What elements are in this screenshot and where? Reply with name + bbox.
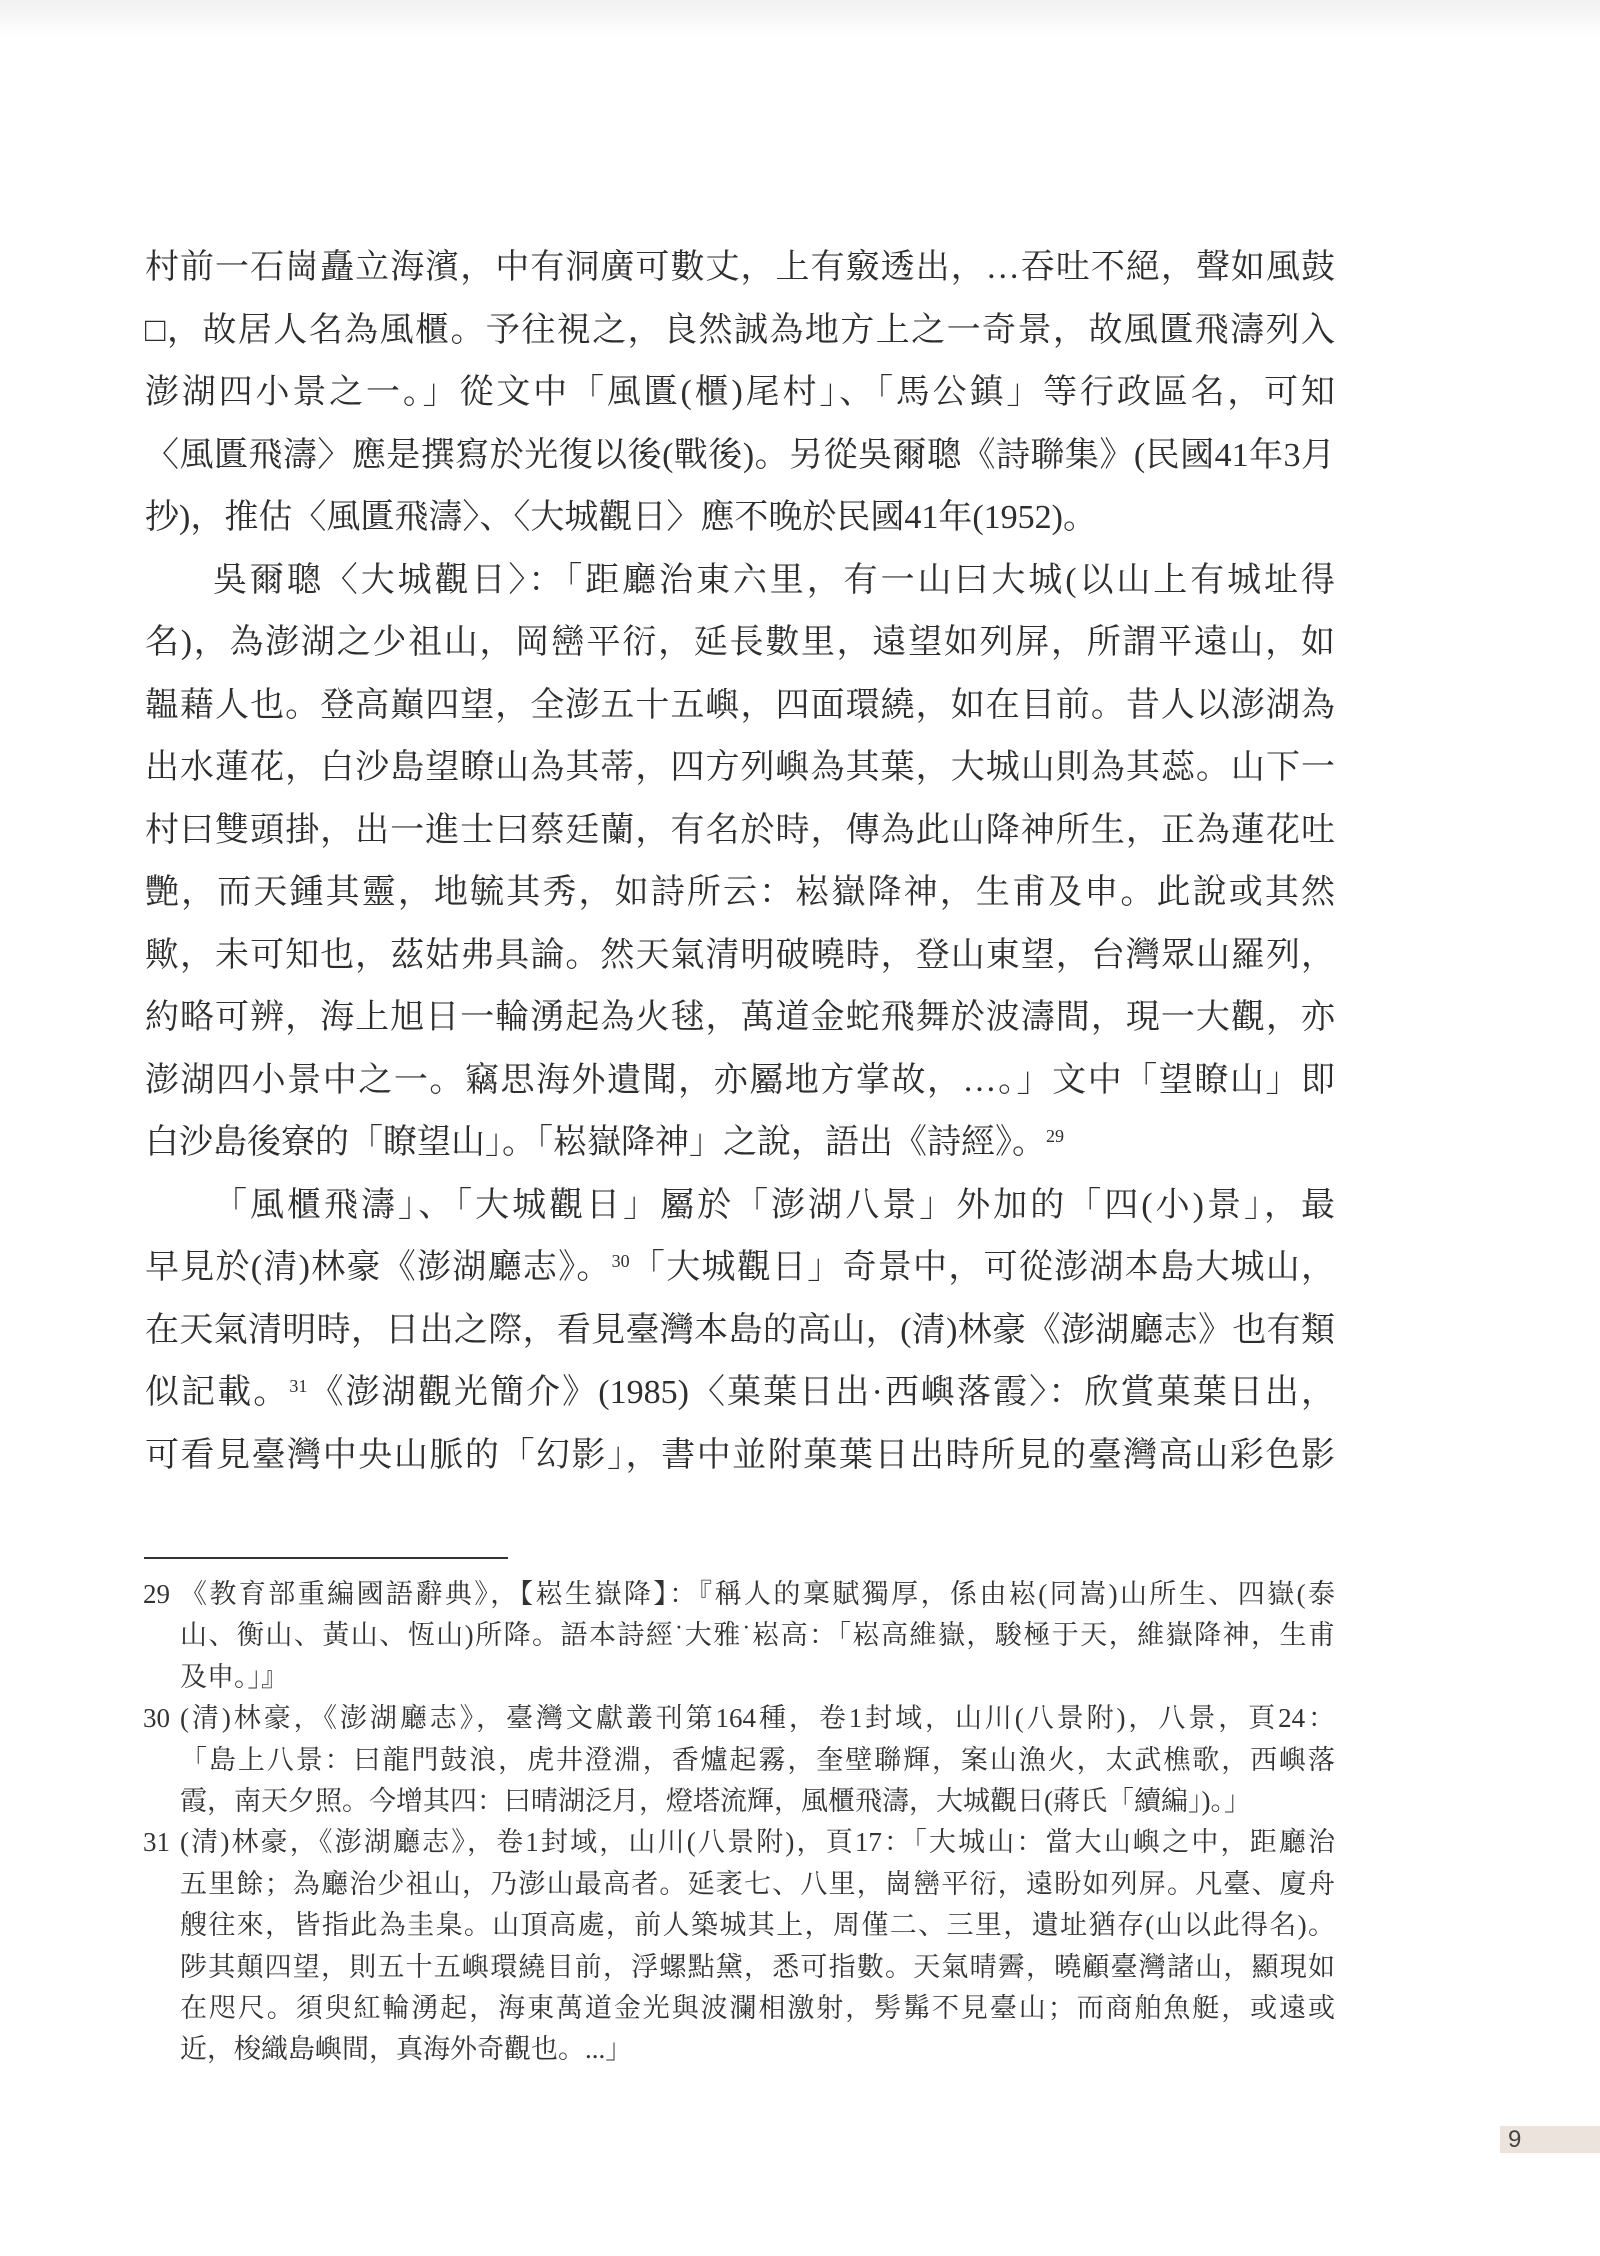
text-run: 村前一石崗矗立海濱，中有洞廣可數丈，上有竅透出，…吞吐不絕，聲如風鼓 [145,249,1335,286]
footnote-ref: 29 [1046,1126,1064,1146]
footnote-line [180,2031,1335,2067]
text-run: 抄)，推估〈風匱飛濤〉、〈大城觀日〉應不晚於民國41年(1952)。 [145,499,1097,536]
footnote-number: 31 [143,1827,170,1858]
text-run: 在天氣清明時，日出之際，看見臺灣本島的高山，(清)林豪《澎湖廳志》也有類 [145,1311,1335,1349]
body-line [145,809,1335,853]
body-line [145,309,1335,353]
footnote-line [180,1949,1335,1985]
text-run: 「風櫃飛濤」、「大城觀日」屬於「澎湖八景」外加的「四(小)景」，最 [213,1186,1335,1224]
text-run: 可看見臺灣中央山脈的「幻影」，書中並附菓葉日出時所見的臺灣高山彩色影 [145,1436,1335,1474]
footnote-line [180,1866,1335,1902]
body-line [145,246,1335,290]
footnote-line [180,1990,1335,2026]
body-line [213,559,1335,603]
text-run: 村曰雙頭掛，出一進士曰蔡廷蘭，有名於時，傳為此山降神所生，正為蓮花吐 [145,811,1335,849]
body-line [145,746,1335,790]
footnote-line [180,1659,1335,1695]
footnote-line [180,1742,1335,1778]
body-line [145,621,1335,665]
footnote-text: (清)林豪，《澎湖廳志》，卷1封域，山川(八景附)，頁17：「大城山：當大山嶼之中，距廳治 [180,1827,1335,1858]
body-line [145,1121,1335,1165]
body-line [145,1309,1335,1353]
text-run: 澎湖四小景之一。」從文中「風匱(櫃)尾村」、「馬公鎮」等行政區名，可知 [145,374,1335,411]
footnote-text: 五里餘；為廳治少祖山，乃澎山最高者。延袤七、八里，崗巒平衍，遠盼如列屏。凡臺、廈舟 [180,1868,1335,1899]
text-run: 歟，未可知也，茲姑弗具論。然天氣清明破曉時，登山東望，台灣眾山羅列， [145,936,1335,974]
footnote-text: 霞，南天夕照。今增其四：曰晴湖泛月，燈塔流輝，風櫃飛濤，大城觀日(蔣氏「續編」)。」 [180,1786,1251,1816]
body-line [145,1371,1335,1415]
text-run: 似記載。 [145,1374,290,1411]
body-line [145,1434,1335,1478]
text-run: 艷，而天鍾其靈，地毓其秀，如詩所云：崧嶽降神，生甫及申。此說或其然 [145,874,1335,911]
footnote-ref: 30 [611,1251,630,1271]
footnote-text: 艘往來，皆指此為圭臬。山頂高處，前人築城其上，周僅二、三里，遺址猶存(山以此得名)。 [180,1910,1335,1941]
footnote-line [180,1617,1335,1653]
text-run: 白沙島後寮的「瞭望山」。「崧嶽降神」之說，語出《詩經》。 [145,1124,1046,1161]
footnote-text: 在咫尺。須臾紅輪湧起，海東萬道金光與波瀾相激射，髣髴不見臺山；而商舶魚艇，或遠或 [180,1993,1335,2023]
footnote-text: 及申。」』 [180,1661,288,1692]
body-line [145,496,1335,540]
footnote-line [180,1907,1335,1943]
text-run: 出水蓮花，白沙島望瞭山為其蒂，四方列嶼為其葉，大城山則為其蕊。山下一 [145,749,1335,786]
text-run: 吳爾聰〈大城觀日〉：「距廳治東六里，有一山曰大城(以山上有城址得 [213,561,1335,599]
body-line [145,1059,1335,1103]
body-line [213,1184,1335,1228]
text-run: 《澎湖觀光簡介》(1985)〈菓葉日出·西嶼落霞〉：欣賞菓葉日出， [307,1374,1336,1411]
footnote-text: 「島上八景：曰龍門鼓浪，虎井澄淵，香爐起霧，奎壁聯輝，案山漁火，太武樵歌，西嶼落 [180,1744,1335,1775]
footnote-text: (清)林豪，《澎湖廳志》，臺灣文獻叢刊第164種，卷1封域，山川(八景附)，八景，頁24： [180,1703,1335,1734]
footnote-text: 《教育部重編國語辭典》，【崧生嶽降】：『稱人的稟賦獨厚，係由崧(同嵩)山所生、四嶽(泰 [180,1579,1335,1609]
footnote-line [180,1783,1335,1819]
text-run: □，故居人名為風櫃。予往視之，良然誠為地方上之一奇景，故風匱飛濤列入 [145,311,1335,349]
footnote-text: 近，梭織島嶼間，真海外奇觀也。...」 [180,2034,633,2065]
footnote-ref: 31 [289,1376,308,1396]
text-run: 早見於(清)林豪《澎湖廳志》。 [145,1249,612,1286]
body-line [145,1246,1335,1290]
footnote-separator [144,1557,508,1559]
text-run: 〈風匱飛濤〉應是撰寫於光復以後(戰後)。另從吳爾聰《詩聯集》(民國41年3月 [145,436,1335,474]
body-line [145,934,1335,978]
footnote-text: 山、衡山、黃山、恆山)所降。語本詩經˙大雅˙崧高：「崧高維嶽，駿極于天，維嶽降神，生甫 [180,1620,1335,1651]
scan-top-shadow [0,0,1600,40]
footnote-line [143,1576,1335,1612]
footnote-line [143,1700,1335,1736]
footnote-number: 29 [143,1579,170,1609]
text-run: 澎湖四小景中之一。竊思海外遺聞，亦屬地方掌故，…。」文中「望瞭山」即 [145,1061,1335,1099]
text-run: 約略可辨，海上旭日一輪湧起為火毬，萬道金蛇飛舞於波濤間，現一大觀，亦 [145,999,1335,1036]
footnote-number: 30 [143,1703,170,1734]
page-number: 9 [1500,2126,1600,2153]
body-line [145,996,1335,1040]
footnote-text: 陟其顛四望，則五十五嶼環繞目前，浮螺點黛，悉可指數。天氣晴霽，曉顧臺灣諸山，顯現如 [180,1951,1335,1982]
body-line [145,371,1335,415]
text-run: 韞藉人也。登高巔四望，全澎五十五嶼，四面環繞，如在目前。昔人以澎湖為 [145,686,1335,724]
body-line [145,871,1335,915]
footnote-line [143,1824,1335,1860]
body-line [145,434,1335,478]
text-run: 名)，為澎湖之少祖山，岡巒平衍，延長數里，遠望如列屏，所謂平遠山，如 [145,624,1335,661]
body-line [145,684,1335,728]
text-run: 「大城觀日」奇景中，可從澎湖本島大城山， [629,1249,1335,1286]
